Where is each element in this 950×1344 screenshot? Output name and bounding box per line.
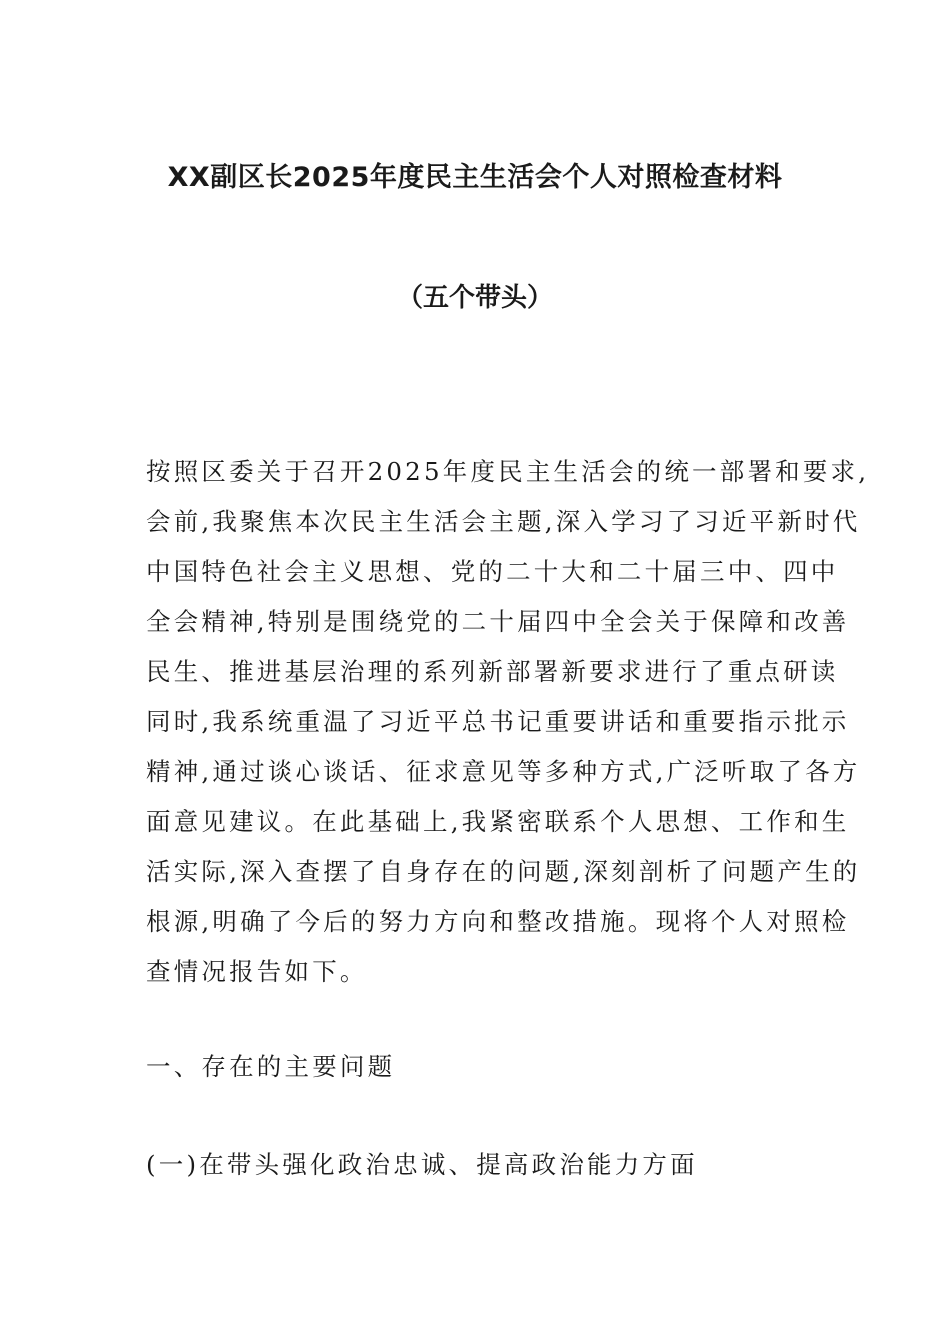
paragraph-line: 活实际,深入查摆了自身存在的问题,深刻剖析了问题产生的 bbox=[146, 857, 861, 886]
paragraph-line: 面意见建议。在此基础上,我紧密联系个人思想、工作和生 bbox=[146, 807, 850, 836]
paragraph-line: 精神,通过谈心谈话、征求意见等多种方式,广泛听取了各方 bbox=[146, 757, 861, 786]
paragraph-line: 按照区委关于召开2025年度民主生活会的统一部署和要求, bbox=[146, 457, 870, 486]
paragraph-line: 民生、推进基层治理的系列新部署新要求进行了重点研读 bbox=[146, 657, 839, 686]
subsection-heading: (一)在带头强化政治忠诚、提高政治能力方面 bbox=[146, 1150, 698, 1179]
intro-paragraph bbox=[146, 447, 870, 997]
paragraph-line: 中国特色社会主义思想、党的二十大和二十届三中、四中 bbox=[146, 557, 839, 586]
paragraph-line: 根源,明确了今后的努力方向和整改措施。现将个人对照检 bbox=[146, 907, 850, 936]
paragraph-line: 会前,我聚焦本次民主生活会主题,深入学习了习近平新时代 bbox=[146, 507, 861, 536]
paragraph-line: 同时,我系统重温了习近平总书记重要讲话和重要指示批示 bbox=[146, 707, 850, 736]
paragraph-line: 全会精神,特别是围绕党的二十届四中全会关于保障和改善 bbox=[146, 607, 850, 636]
paragraph-line: 查情况报告如下。 bbox=[146, 957, 368, 986]
document-title: XX副区长2025年度民主生活会个人对照检查材料 bbox=[167, 162, 783, 193]
section-heading: 一、存在的主要问题 bbox=[146, 1052, 396, 1081]
document-subtitle: （五个带头） bbox=[396, 283, 553, 313]
